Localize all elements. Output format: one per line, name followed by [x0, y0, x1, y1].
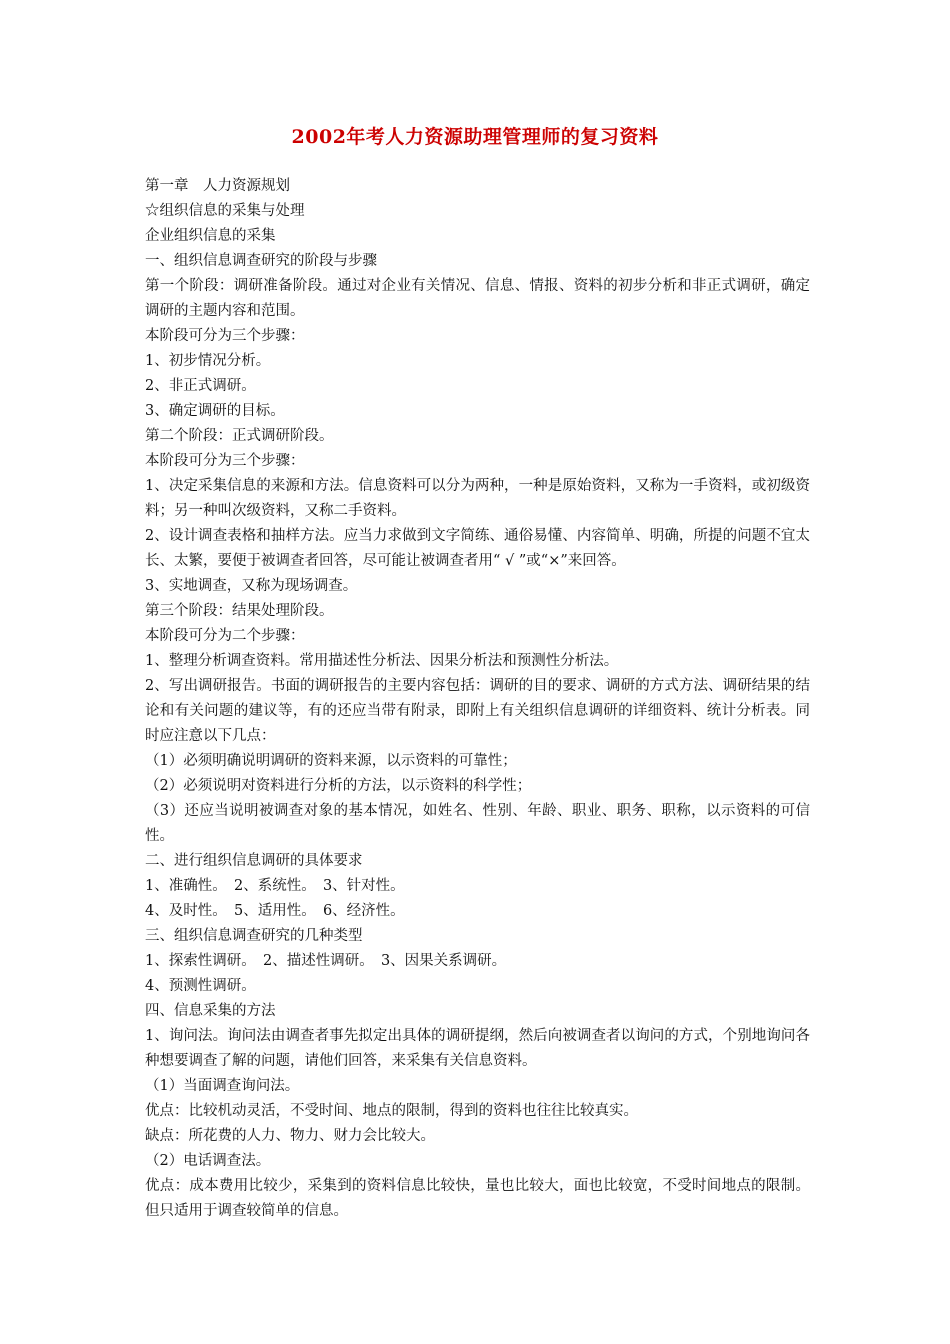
body-paragraph: 第二个阶段：正式调研阶段。	[145, 428, 334, 444]
body-paragraph: 优点：成本费用比较少，采集到的资料信息比较快，量也比较大，面也比较宽，不受时间地点的限制。但只适用于调查较简单的信息。	[145, 1178, 810, 1219]
body-paragraph: 2、非正式调研。	[145, 378, 256, 394]
body-paragraph: （2）电话调查法。	[145, 1153, 271, 1169]
body-paragraph: （1）必须明确说明调研的资料来源，以示资料的可靠性；	[145, 753, 517, 769]
body-paragraph: 第一章 人力资源规划	[145, 178, 290, 194]
body-paragraph: 一、组织信息调查研究的阶段与步骤	[145, 253, 377, 269]
body-paragraph: 第一个阶段：调研准备阶段。通过对企业有关情况、信息、情报、资料的初步分析和非正式调研，确定调研的主题内容和范围。	[145, 278, 810, 319]
body-paragraph: 三、组织信息调查研究的几种类型	[145, 928, 363, 944]
body-paragraph: 1、探索性调研。 2、描述性调研。 3、因果关系调研。	[145, 953, 507, 969]
body-paragraph: 四、信息采集的方法	[145, 1003, 276, 1019]
body-paragraph: 3、确定调研的目标。	[145, 403, 285, 419]
body-paragraph: 1、决定采集信息的来源和方法。信息资料可以分为两种，一种是原始资料，又称为一手资料，或初级资料；另一种叫次级资料，又称二手资料。	[145, 478, 810, 519]
body-paragraph: 1、初步情况分析。	[145, 353, 271, 369]
body-paragraph: 2、写出调研报告。书面的调研报告的主要内容包括：调研的目的要求、调研的方式方法、调研结果的结论和有关问题的建议等，有的还应当带有附录，即附上有关组织信息调研的详细资料、统计分析表。同时应注意以下几点：	[145, 678, 810, 744]
body-paragraph: 缺点：所花费的人力、物力、财力会比较大。	[145, 1128, 435, 1144]
body-paragraph: 第三个阶段：结果处理阶段。	[145, 603, 334, 619]
body-paragraph: 4、及时性。 5、适用性。 6、经济性。	[145, 903, 405, 919]
body-paragraph: 3、实地调查，又称为现场调查。	[145, 578, 358, 594]
body-paragraph: 本阶段可分为三个步骤：	[145, 453, 305, 469]
body-paragraph: （3）还应当说明被调查对象的基本情况，如姓名、性别、年龄、职业、职务、职称，以示资料的可信性。	[145, 803, 810, 844]
body-paragraph: （2）必须说明对资料进行分析的方法，以示资料的科学性；	[145, 778, 532, 794]
body-paragraph: （1）当面调查询问法。	[145, 1078, 300, 1094]
body-paragraph: 优点：比较机动灵活，不受时间、地点的限制，得到的资料也往往比较真实。	[145, 1103, 638, 1119]
body-paragraph: 1、准确性。 2、系统性。 3、针对性。	[145, 878, 405, 894]
body-paragraph: 本阶段可分为三个步骤：	[145, 328, 305, 344]
body-paragraph: 企业组织信息的采集	[145, 228, 276, 244]
body-paragraph: 本阶段可分为二个步骤：	[145, 628, 305, 644]
document-title: 2002年考人力资源助理管理师的复习资料	[291, 126, 659, 148]
body-paragraph: 2、设计调查表格和抽样方法。应当力求做到文字简练、通俗易懂、内容简单、明确，所提的问题不宜太长、太繁，要便于被调查者回答，尽可能让被调查者用“ √ ”或“×”来回答。	[145, 528, 810, 569]
body-paragraph: 二、进行组织信息调研的具体要求	[145, 853, 363, 869]
body-paragraph: ☆组织信息的采集与处理	[145, 203, 305, 219]
body-paragraph: 1、询问法。询问法由调查者事先拟定出具体的调研提纲，然后向被调查者以询问的方式，个别地询问各种想要调查了解的问题，请他们回答，来采集有关信息资料。	[145, 1028, 810, 1069]
body-paragraph: 4、预测性调研。	[145, 978, 256, 994]
document-body	[145, 174, 810, 1224]
body-paragraph: 1、整理分析调查资料。常用描述性分析法、因果分析法和预测性分析法。	[145, 653, 619, 669]
